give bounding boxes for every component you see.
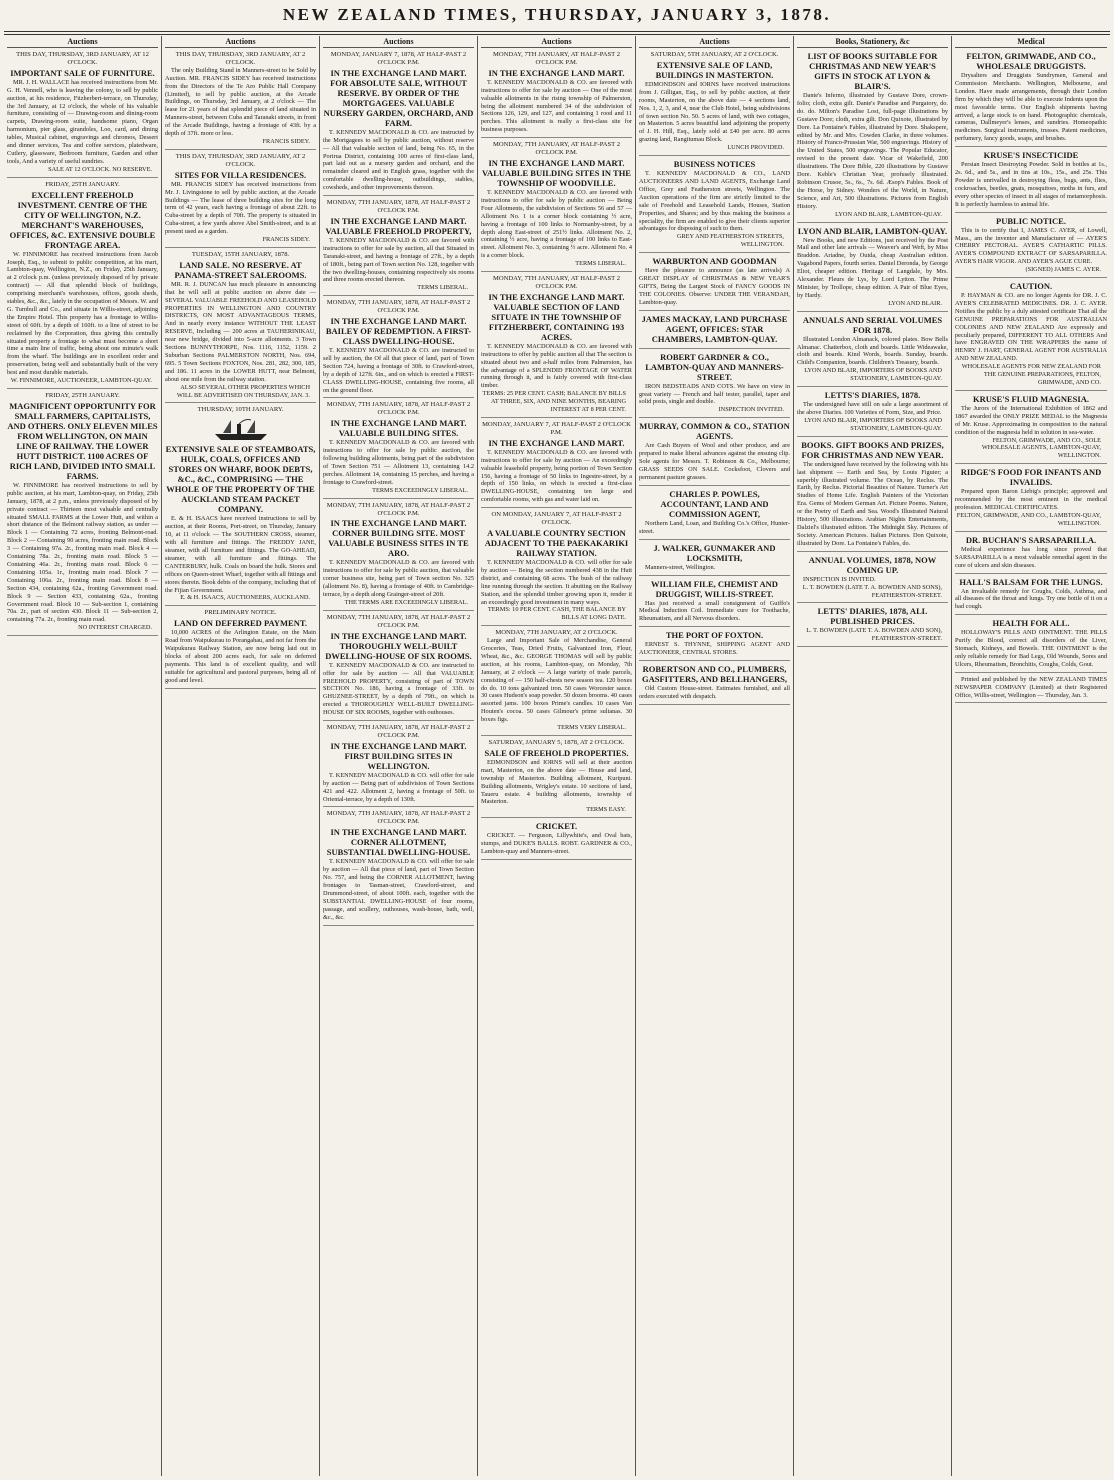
ad-title: IN THE EXCHANGE LAND MART. CORNER ALLOTMENT, SUBSTANTIAL DWELLING-HOUSE. (326, 827, 471, 858)
advertisement (7, 392, 158, 636)
advertisement (481, 275, 632, 418)
ad-body: T. KENNEDY MACDONALD & CO. are favored with instructions to offer for sale by auction — One of the most valuable allotments in the rising township of Palmerston, being the allotment numbered 34 of the subdivision of Sections 126, 129, and 127, and containing 1 rood and 11 perches. This allotment is really a first-class site for business purposes. (481, 78, 632, 134)
ad-signature: SALE AT 12 O'CLOCK. NO RESERVE. (48, 165, 152, 173)
ad-body: P. HAYMAN & CO. are no longer Agents for DR. J. C. AYER'S CELEBRATED MEDICINES. DR. J. C. AYER. Notifies the public by a duly attested certificate That all the GENUINE PREPARATIONS FOR AUSTRALIAN COLONIES AND NEW ZEALAND Are expressly and peculiarly prepared, DIFFERENT TO ALL OTHERS And have ENGRAVED ON THE WRAPPERS the name of HENRY J. HART, GENERAL AGENT FOR AUSTRALIA AND NEW ZEALAND. (955, 292, 1107, 363)
advertisement (955, 394, 1107, 464)
ad-body: T. KENNEDY MACDONALD & CO. will offer for sale by auction — All that piece of land, part of Town Section No. 757, and being the CORNER ALLOTMENT, having frontages to Tasman-street, Crawford-street, and Drummond-street, of about 100ft. each, together with the SUBSTANTIAL DWELLING-HOUSE of four rooms, passage, and scullery, outhouses, wash-house, bath, well, &c., &c. (323, 858, 474, 921)
column-3 (320, 36, 478, 1476)
ad-title: IN THE EXCHANGE LAND MART. (488, 437, 625, 448)
ad-title: BUSINESS NOTICES (673, 159, 756, 170)
ad-title: CAUTION. (1009, 281, 1053, 292)
advertisement (165, 51, 316, 150)
column-heading: Auctions (639, 36, 790, 48)
ad-dateline: SATURDAY, JANUARY 5, 1878, AT 2 O'CLOCK. (488, 739, 625, 746)
ad-body: An invaluable remedy for Coughs, Colds, Asthma, and all diseases of the throat and lungs. Try one bottle of it on a bad cough. (955, 587, 1107, 611)
ad-body: Large and Important Sale of Merchandise, General Groceries, Teas, Dried Fruits, Galvanized Iron, Flour, Wheat, &c., &c. GEORGE THOMAS will sell by public auction, at his rooms, Lambton-quay, on Monday, 7th January, at 2 o'clock — A large variety of trade parcels, consisting of — 150 half-chests new season tea. 120 boxes do do. 10 tons galvanized iron. 50 cases Worcester sauce. 30 cases Hudson's soap powder. 50 dozen brooms. 40 cases assorted jams. 100 boxes Prime's candles. 10 cases Van Houten's cocoa. 50 cases Gilmour's prime sultanas. 30 boxes figs. (481, 637, 632, 724)
ad-body: T. KENNEDY MACDONALD & CO. will offer for sale by auction — Being the section numbered 438 in the Hutt district, and containing 68 acres. The bush of the railway line running through the section. It abutting on the Railway Station, and the splendid timber growing upon it, render it an exceedingly good investment in many ways. (481, 558, 632, 606)
ad-dateline: MONDAY, JANUARY 7, 1878, AT HALF-PAST 2 O'CLOCK P.M. (330, 51, 467, 66)
advertisement (481, 511, 632, 626)
ad-signature: LYON AND BLAIR. (888, 299, 942, 307)
advertisement (7, 51, 158, 178)
ad-signature: LUNCH PROVIDED. (727, 144, 784, 152)
ad-title: FELTON, GRIMWADE, AND CO., WHOLESALE DRUGGISTS. (966, 51, 1096, 71)
advertisement (323, 724, 474, 807)
ad-body: Drysalters and Druggists Sundrymen, General and Commission Merchants. Wellington, Melbourne, and London. Have made arrangements, through their London firm by which they will be able to execute Indents upon the most favorable terms. Our English shipments having arrived, a large stock is on hand. Photographic chemicals, cameras, Dallmeyer's lenses, and sundries. Homeopathic medicines. Surgical instruments, trusses. Patent medicines, perfumery, fancy goods, soaps, and brushes. (955, 72, 1107, 143)
advertisement (797, 440, 948, 552)
ad-title: KRUSE'S FLUID MAGNESIA. (973, 393, 1089, 404)
advertisement (639, 630, 790, 661)
advertisement (955, 216, 1107, 278)
advertisement (323, 299, 474, 398)
advertisement (955, 51, 1107, 147)
ad-body: INSPECTION IS INVITED. (803, 575, 876, 583)
advertisement (481, 141, 632, 272)
advertisement (323, 502, 474, 611)
ad-signature: TERMS: 10 PER CENT. CASH, THE BALANCE BY BILLS AT LONG DATE. (487, 606, 626, 622)
ad-dateline: MONDAY, 7TH JANUARY, 1878, AT HALF-PAST 2 O'CLOCK P.M. (326, 724, 471, 739)
ad-dateline: MONDAY, JANUARY 7, AT HALF-PAST 2 O'CLOCK P.M. (482, 421, 631, 436)
ad-title: IN THE EXCHANGE LAND MART. (488, 67, 625, 78)
ad-dateline: SATURDAY, 5TH JANUARY, AT 2 O'CLOCK. (650, 51, 779, 58)
ad-body: MR. FRANCIS SIDEY has received instructions from Mr. J. Livingstone to sell by public auction, at the Arcade Buildings — The lease of three building sites for the long term of 42 years, each having a frontage of about 22ft. to Cuba-street by a depth of 70ft. The property is situated in Cuba-street, a few yards above Abel Smith-street, and is at present used as a garden. (165, 180, 316, 236)
ad-body: EDMONDSON and IORNS will sell at their auction mart, Masterton, on the above date — House and land, township of Masterton. Building allotment, Kuripuni. Building allotments, Wrigley's estate. 10 sections of land, Taueru estate. 4 building allotments, township of Masterton. (481, 758, 632, 806)
column-2 (162, 36, 320, 1476)
advertisement (955, 535, 1107, 574)
newspaper-masthead: NEW ZEALAND TIMES, THURSDAY, JANUARY 3, 1878. (282, 5, 832, 24)
ad-title: LETTS'S DIARIES, 1878. (824, 390, 921, 401)
ad-signature: FELTON, GRIMWADE, AND CO., LAMBTON-QUAY, WELLINGTON. (956, 511, 1101, 527)
ad-title: LIST OF BOOKS SUITABLE FOR CHRISTMAS AND NEW YEAR'S GIFTS IN STOCK AT LYON & BLAIR'S. (807, 51, 938, 91)
ad-title: CHARLES P. POWLES, ACCOUNTANT, LAND AND COMMISSION AGENT, (660, 488, 769, 519)
ad-signature: THE TERMS ARE EXCEEDINGLY LIBERAL. (344, 598, 468, 606)
ad-title: IN THE EXCHANGE LAND MART. VALUABLE BUILDING SITES IN THE TOWNSHIP OF WOODVILLE. (482, 157, 631, 188)
advertisement (639, 543, 790, 576)
masthead-rule (4, 31, 1110, 32)
ad-title: PUBLIC NOTICE. (996, 215, 1066, 226)
ad-body: W. FINNIMORE has received instructions to sell by public auction, at his mart, Lambton-quay, on Friday, 25th January, 1878, at 2 p.m., unless previously disposed of by private contract — Thirteen most valuable and centrally situated SMALL FARMS at the Lower Hutt, and within a short distance of the Belmont railway station, as under — Block 1 — Containing 72 acres, fronting Belmont-road. Block 2 — Containing 90 acres, fronting main road. Block 3 — Containing 97a. 2r., fronting main road. Block 4 — Containing 78a. 2r., fronting main road. Block 5 — Containing 46a. 2r., fronting main road. Block 6 — Containing 105a. 1r., fronting main road. Block 7 — Containing 106a. 2r., fronting main road. Block 8 — Section 434, containing 62a., fronting Government road. Block 9 — Section 433, containing 62a., fronting Government road. Block 10 — Sub-section 1, containing 70a. 2r., part of section 430. Block 11 — Sub-section 2, containing 77a. 2r., fronting main road. (7, 481, 158, 624)
ad-signature: FRANCIS SIDEY. (262, 137, 310, 145)
ad-body: IRON BEDSTEADS AND COTS. We have on view in great variety — French and half tester, parallel, taper and solid posts, single and double. (639, 382, 790, 406)
ad-signature: W. FINNIMORE, AUCTIONEER, LAMBTON-QUAY. (10, 377, 152, 385)
advertisement (955, 150, 1107, 212)
ad-body: T. KENNEDY MACDONALD & CO. are favored with instructions to offer for sale by auction — An exceedingly valuable leasehold property, being portion of Town Section 156, having a frontage of 50 links to Ingestre-street, by a depth of 150 links, on which is erected a first-class DWELLING-HOUSE, containing ten large and comfortable rooms, with gas and water laid on. (481, 448, 632, 504)
advertisement (639, 256, 790, 311)
ad-body: Illustrated London Almanack, colored plates. Bow Bells Almanac. Chatterbox, cloth and boards. Little Wideawake, cloth and boards. Kind Words, boards. Sunday, boards. Child's Companion, boards. Children's Treasury, boards. (797, 335, 948, 367)
ad-body: ERNEST S. THYNNE, SHIPPING AGENT AND AUCTIONEER, CENTRAL STORES. (639, 641, 790, 657)
ad-body: Printed and published by the NEW ZEALAND TIMES NEWSPAPER COMPANY (Limited) at their Registered Office, Willis-street, Wellington — Thursday, Jan. 3. (955, 675, 1107, 699)
ad-title: IN THE EXCHANGE LAND MART. BAILEY OF REDEMPTION. A FIRST-CLASS DWELLING-HOUSE. (325, 316, 472, 347)
ad-title: ANNUAL VOLUMES, 1878, NOW COMING UP. (808, 554, 937, 575)
ad-body: Manners-street, Wellington. (645, 563, 716, 571)
column-container (4, 36, 1110, 1476)
ad-signature: LYON AND BLAIR, IMPORTERS OF BOOKS AND STATIONERY, LAMBTON-QUAY. (804, 416, 942, 432)
advertisement (639, 579, 790, 628)
ad-signature: TERMS EXCEEDINGLY LIBERAL. (372, 486, 468, 494)
ad-signature: TERMS LIBERAL. (575, 260, 626, 268)
ad-title: IN THE EXCHANGE LAND MART. FOR ABSOLUTE SALE, WITHOUT RESERVE. BY ORDER OF THE MORTGAGEES. VALUABLE NURSERY GARDEN, ORCHARD, AND FARM. (323, 67, 474, 128)
ad-dateline: FRIDAY, 25TH JANUARY. (45, 392, 120, 399)
column-6 (794, 36, 952, 1476)
ad-title: ROBERTSON AND CO., PLUMBERS, GASFITTERS, AND BELLHANGERS, (641, 664, 787, 685)
ad-title: WARBURTON AND GOODMAN (652, 256, 777, 267)
ad-dateline: THIS DAY, THURSDAY, 3RD JANUARY, AT 2 O'CLOCK. (175, 152, 306, 168)
column-4 (478, 36, 636, 1476)
steamship-icon (211, 416, 271, 442)
advertisement (797, 226, 948, 312)
ad-body: Old Custom House-street. Estimates furnished, and all orders executed with despatch. (639, 685, 790, 700)
ad-dateline: MONDAY, 7TH JANUARY, 1878, AT HALF-PAST 2 O'CLOCK P.M. (326, 613, 471, 629)
ad-title: EXCELLENT FREEHOLD INVESTMENT. CENTRE OF THE CITY OF WELLINGTON, N.Z. MERCHANT'S WAREHOUSES, OFFICES, &C. EXTENSIVE DOUBLE FRONTAGE AREA. (9, 189, 156, 250)
advertisement (323, 614, 474, 721)
ad-body: CRICKET. — Ferguson, Lillywhite's, and Oval bats, stumps, and DUKE'S BALLS. ROBT. GARDNER & CO., Lambton-quay and Manners-street. (481, 832, 632, 856)
masthead-rule-double (4, 34, 1110, 35)
ad-body: 10,000 ACRES of the Arlington Estate, on the Main Road from Waipukurau to Porangahau, and not far from the Waipukurau Railway Station, are now being laid out in blocks of about 200 acres each, for sale on deferred payments. This land is of excellent quality, and will suitable for agricultural and pastoral purposes, being all of good and level. (165, 629, 316, 684)
ad-title: HALL'S BALSAM FOR THE LUNGS. (959, 576, 1103, 587)
column-1 (4, 36, 162, 1476)
ad-dateline: THIS DAY, THURSDAY, 3RD JANUARY, AT 12 O'CLOCK. (16, 51, 149, 66)
ad-signature: LYON AND BLAIR, LAMBTON-QUAY. (835, 210, 942, 218)
ad-dateline: MONDAY, 7TH JANUARY, AT HALF-PAST 2 O'CLOCK P.M. (492, 275, 621, 290)
advertisement (323, 810, 474, 925)
ad-title: SALE OF FREEHOLD PROPERTIES. (484, 747, 629, 758)
advertisement (165, 153, 316, 248)
advertisement (481, 739, 632, 818)
column-heading: Auctions (323, 36, 474, 48)
advertisement (165, 609, 316, 688)
ad-dateline: THURSDAY, 10TH JANUARY. (197, 406, 284, 414)
ad-body: W. FINNIMORE has received instructions from Jacob Joseph, Esq., to submit to public competition, at his mart, Lambton-quay, Wellington, N.Z., on Friday, 25th January, at 2 o'clock p.m. (unless previously disposed of by private contract) — All that splendid block of buildings, comprising merchant's warehouses, offices, goods sheds, stables, &c., &c., lately in the occupation of Messrs. W. and G. Turnbull and Co., and situate in Willis-street, adjoining the Empire Hotel. This property has a frontage to Willis-street of 60ft. by a depth of 160ft. to a line of street to be reclaimed by the Corporation, thus giving this centrally situated property a frontage to what must become a short time a main line of traffic, being about one minute's walk from the wharf. The buildings are in excellent order and preservation, being well and substantially built of the very best and most durable materials. (7, 250, 158, 377)
ad-dateline: MONDAY, 7TH JANUARY, 1878, AT HALF-PAST 2 O'CLOCK P.M. (326, 401, 471, 417)
ad-title: MAGNIFICENT OPPORTUNITY FOR SMALL FARMERS, CAPITALISTS, AND OTHERS. ONLY ELEVEN MILES FROM WELLINGTON, ON MAIN LINE OF RAILWAY. THE LOWER HUTT DISTRICT. 1100 ACRES OF RICH LAND, DIVIDED INTO SMALL FARMS. (7, 400, 158, 481)
ad-body: Medical experience has long since proved that SARSAPARILLA is a most valuable remedial agent in the cure of ulcers and skin diseases. (955, 545, 1107, 569)
advertisement (955, 281, 1107, 391)
ad-title: CRICKET. (535, 821, 578, 832)
ad-title: LAND SALE. NO RESERVE. AT PANAMA-STREET SALEROOMS. (174, 259, 307, 280)
advertisement (639, 421, 790, 486)
ad-title: LYON AND BLAIR, LAMBTON-QUAY. (797, 225, 948, 236)
ad-signature: FRANCIS SIDEY. (262, 236, 310, 244)
advertisement (481, 629, 632, 736)
advertisement (481, 821, 632, 860)
ad-dateline: THIS DAY, THURSDAY, 3RD JANUARY, AT 2 O'CLOCK. (175, 51, 306, 66)
ad-body: The only Building Stand in Manners-street to be Sold by Auction. MR. FRANCIS SIDEY has received instructions from the Directors of the Te Aro Public Hall Company (Limited), to sell by public auction, at the Arcade Buildings, on Thursday, 3rd January, at 2 o'clock — The lease for 21 years of that splendid piece of land situated in Manners-street, between Cuba and Taranaki streets, in front of the Arcade Buildings, having a frontage of 43ft. by a depth of 37ft. more or less. (165, 66, 316, 138)
advertisement (955, 467, 1107, 532)
ad-dateline: MONDAY, 7TH JANUARY, AT HALF-PAST 2 O'CLOCK P.M. (492, 141, 621, 157)
ad-body: New Books, and new Editions, just received by the Post Mail and other late arrivals — Weaver's and Weft, by Miss Braddon. Ariadne, by Ouida, cheap Australian edition. Vagabond Papers, fourth series. Daniel Deronda, by George Eliot, cheaper edition. Heritage of Langdale, by Mrs. Alexander. Fleurs de Lys, by Lord Lytton. The Prime Minister, by Trollope, cheap edition. A Pair of Blue Eyes, by Hardy. (797, 236, 948, 299)
ad-title: WILLIAM FILE, CHEMIST AND DRUGGIST, WILLIS-STREET. (651, 578, 778, 599)
ad-body: Has just received a small consignment of Guiffo's Medical Induction Coil. Immediate cure for Toothache, Rheumatism, and all Nervous disorders. (639, 599, 790, 623)
column-heading: Books, Stationery, &c (797, 36, 948, 48)
column-heading: Auctions (481, 36, 632, 48)
advertisement (955, 618, 1107, 673)
column-heading: Medical (955, 36, 1107, 48)
ad-dateline: PRELIMINARY NOTICE. (204, 609, 277, 617)
ad-signature: TERMS: 25 PER CENT. CASH; BALANCE BY BILLS AT THREE, SIX, AND NINE MONTHS, BEARING INTEREST AT 8 PER CENT. (482, 390, 626, 414)
ad-body: T. KENNEDY MACDONALD & CO. are favored with instructions to offer for sale by public auction, that valuable corner business site, being part of Town section No. 325 (allotment No. 8), having a frontage of 40ft. to Cambridge-terrace, by a depth along Grainger-street of 20ft. (323, 559, 474, 599)
ad-title: ANNUALS AND SERIAL VOLUMES FOR 1878. (802, 314, 943, 335)
advertisement (639, 159, 790, 253)
ad-title: BOOKS. GIFT BOOKS AND PRIZES, FOR CHRISTMAS AND NEW YEAR. (801, 439, 944, 460)
ad-dateline: MONDAY, 7TH JANUARY, 1878, AT HALF-PAST 2 O'CLOCK P.M. (326, 810, 471, 826)
ad-body: T. KENNEDY MACDONALD & CO. are instructed by the Mortgagees to sell by public auction, without reserve — All that valuable section of land, being No. 65, in the Porirua District, containing 100 acres of first-class land, part laid out as a nursery garden and orchard, and the remainder cleared and in English grass, together with the comfortable dwelling-house, outbuildings, stables, cowsheds, and other improvements thereon. (323, 128, 474, 192)
ad-title: HEALTH FOR ALL. (992, 618, 1070, 629)
advertisement (323, 401, 474, 498)
ad-title: RIDGE'S FOOD FOR INFANTS AND INVALIDS. (960, 467, 1102, 488)
ad-dateline: TUESDAY, 15TH JANUARY, 1878. (191, 250, 290, 258)
advertisement (955, 577, 1107, 616)
ad-signature: NO INTEREST CHARGED. (78, 624, 152, 632)
column-5 (636, 36, 794, 1476)
ad-body: T. KENNEDY MACDONALD & CO. are instructed to sell by auction, the Of all that piece of land, part of Town Section 724, having a frontage of 30ft. to Crawford-street, by a depth of 127ft. 6in., and on which is erected a FIRST-CLASS DWELLING-HOUSE, containing five rooms, all on the ground floor. (323, 347, 474, 394)
ad-title: IN THE EXCHANGE LAND MART. VALUABLE FREEHOLD PROPERTY, (325, 215, 472, 236)
ad-body: The undersigned have still on sale a large assortment of the above Diaries. 100 Varieties of Form, Size, and Price. (797, 401, 948, 416)
ad-body: E. & H. ISAACS have received instructions to sell by auction, at their Rooms, Port-street, on Thursday, January 10, at 11 o'clock — The SOUTHERN CROSS, steamer, with all furniture and fittings. The FREDDY JANE, steamer, with all furniture and fittings. The GO-AHEAD, steamer, with all furniture and fittings. The CANTERBURY, hulk. Coals on board the hulk. Stores and offices on Queen-street Wharf, together with all fittings and stores therein. Book debts of the company, including that of the Fijian Government. (165, 515, 316, 594)
advertisement (955, 676, 1107, 704)
ad-body: HOLLOWAY'S PILLS AND OINTMENT. THE PILLS Purify the Blood, correct all disorders of the Liver, Stomach, Kidneys, and Bowels. THE OINTMENT is the only reliable remedy for Bad Legs, Old Wounds, Sores and Ulcers, Rheumatism, Bronchitis, Coughs, Colds, Gout. (955, 629, 1107, 668)
ad-body: T. KENNEDY MACDONALD & CO. are favored with instructions to offer for sale by auction, all that Situated in Taranaki-street, and having a frontage of 27ft., by a depth of 180ft., being part of Town section No. 128, together with the two dwelling-houses, containing respectively six rooms and three rooms erected thereon. (323, 236, 474, 284)
ad-signature: GREY AND FEATHERSTON STREETS, WELLINGTON. (676, 233, 784, 249)
ad-body: T. KENNEDY MACDONALD & CO. are instructed to offer for sale by auction — All that VALUABLE FREEHOLD PROPERTY, consisting of part of TOWN SECTION No. 186, having a frontage of 33ft. to GHUZNEE-STREET, by a depth of 79ft., on which is erected a THOROUGHLY WELL-BUILT DWELLING-HOUSE OF SIX ROOMS, together with outhouses. (323, 661, 474, 717)
column-heading: Auctions (165, 36, 316, 48)
advertisement (639, 489, 790, 540)
ad-body: This is to certify that I, JAMES C. AYER, of Lowell, Mass., am the inventor and Manufacturer of — AYER'S CHERRY PECTORAL. AYER'S CATHARTIC PILLS. AYER'S COMPOUND EXTRACT OF SARSAPARILLA. AYER'S HAIR VIGOR. AND AYER'S AGUE CURE. (955, 226, 1107, 266)
ad-title: SITES FOR VILLA RESIDENCES. (174, 169, 307, 180)
ad-title: A VALUABLE COUNTRY SECTION ADJACENT TO THE PAEKAKARIKI RAILWAY STATION. (484, 527, 629, 558)
ad-signature: LYON AND BLAIR, IMPORTERS OF BOOKS AND STATIONERY, LAMBTON-QUAY. (804, 367, 942, 383)
ad-body: MR. J. H. WALLACE has received instructions from Mr. G. H. Vennell, who is leaving the colony, to sell by public auction, at his residence, Fitzherbert-terrace, on Thursday, the 3rd January, at 12 o'clock, the whole of his valuable furniture, consisting of — Drawing-room and dining-room carpets, Drawing-room suite, handsome piano, Organ harmonium, pier glass, girandoles, Loo, card, and dining tables, Musical cabinet, engravings and chromos, Dessert and dinner services, Tea and coffee services, platedware, Cutlery, glassware, Bedroom furniture, Garden and other tools, And a variety of useful sundries. (7, 78, 158, 165)
ad-body: T. KENNEDY MACDONALD & CO., LAND AUCTIONEERS AND LAND AGENTS, Exchange Land Office, Grey and Featherston streets, Wellington. The Auction operations of the firm are strictly limited to the sale of Freehold and Leasehold Lands, Houses, Station Properties, and Shares; and by thus making the business a speciality, the firm are enabled to give their clients superior advantages for disposing of such to them. (639, 170, 790, 233)
advertisement (797, 315, 948, 387)
ad-body: Persian Insect Destroying Powder. Sold in bottles at 1s., 2s. 6d., and 5s., and in tins at 10s., 15s., and 25s. This Powder is unrivalled in destroying fleas, bugs, ants, flies, cockroaches, beetles, gnats, mosquitoes, moths in furs, and every other species of insect in all stages of metamorphosis. It is perfectly harmless to animal life. (955, 161, 1107, 208)
ad-body: T. KENNEDY MACDONALD & CO. are favored with instructions to offer for sale by public auction, the following building allotments, being part of the subdivision of Town Section 751 — Allotment 13, containing 14.2 perches. Allotment 14, containing 15 perches, and having a frontage to Crawford-street. (323, 439, 474, 486)
ad-dateline: MONDAY, 7TH JANUARY, 1878, AT HALF-PAST 2 O'CLOCK P.M. (326, 299, 471, 315)
ad-title: J. WALKER, GUNMAKER AND LOCKSMITH, (653, 542, 776, 563)
ad-title: LETTS' DIARIES, 1878, ALL PUBLISHED PRICES. (817, 606, 928, 627)
ad-body: T. KENNEDY MACDONALD & CO. are favored with instructions to offer by public auction all that The section is situated about two and a-half miles from Palmerston, has the advantage of a SPLENDID FRONTAGE OF WATER running through it, and is fairly covered with first-class timber. (481, 342, 632, 390)
advertisement (639, 314, 790, 349)
advertisement (165, 406, 316, 606)
ad-title: IN THE EXCHANGE LAND MART. THOROUGHLY WELL-BUILT DWELLING-HOUSE OF SIX ROOMS. (325, 630, 472, 661)
ad-dateline: MONDAY, 7TH JANUARY, 1878, AT HALF-PAST 2 O'CLOCK P.M. (326, 501, 471, 517)
ad-signature: TERMS VERY LIBERAL. (557, 724, 626, 732)
ad-body: Are Cash Buyers of Wool and other produce, and are prepared to make liberal advances against the ensuing clip. Sole agents for Messrs. T. Robinson & Co., Melbourne; GRASS SEEDS ON SALE. Cocksfoot, Clovers and permanent pasture grasses. (639, 442, 790, 481)
ad-title: MURRAY, COMMON & CO., STATION AGENTS. (639, 421, 790, 442)
ad-title: ROBERT GARDNER & CO., LAMBTON-QUAY AND MANNERS-STREET. (645, 351, 784, 382)
ad-title: IN THE EXCHANGE LAND MART. VALUABLE BUILDING SITES. (330, 418, 467, 439)
ad-title: THE PORT OF FOXTON. (665, 630, 764, 641)
ad-title: IN THE EXCHANGE LAND MART. VALUABLE SECTION OF LAND SITUATE IN THE TOWNSHIP OF FITZHERBERT, CONTAINING 193 ACRES. (488, 291, 625, 342)
ad-dateline: MONDAY, 7TH JANUARY, AT 2 O'CLOCK. (495, 629, 618, 637)
advertisement (797, 606, 948, 647)
advertisement (639, 352, 790, 419)
ad-title: IN THE EXCHANGE LAND MART. CORNER BUILDING SITE. MOST VALUABLE BUSINESS SITES IN TE ARO. (328, 518, 469, 559)
advertisement (323, 199, 474, 296)
advertisement (797, 555, 948, 604)
ad-title: IMPORTANT SALE OF FURNITURE. (10, 67, 155, 78)
ad-body: The Jurors of the International Exhibition of 1862 and 1867 awarded the ONLY PRIZE MEDAL to the Magnesia of Mr. Kruse. Approximating in composition to the natural condition of the magnesia held in solution in sea-water. (955, 404, 1107, 436)
ad-signature: WHOLESALE AGENTS FOR NEW ZEALAND FOR THE GENUINE PREPARATIONS, FELTON, GRIMWADE, AND CO. (961, 363, 1101, 386)
ad-title: EXTENSIVE SALE OF LAND, BUILDINGS IN MASTERTON. (655, 59, 774, 80)
ad-title: JAMES MACKAY, LAND PURCHASE AGENT, OFFICES: STAR CHAMBERS, LAMBTON-QUAY. (641, 313, 788, 344)
ad-body: T. KENNEDY MACDONALD & CO. will offer for sale by auction — Being part of subdivision of Town Sections 421 and 422. Allotment 2, having a frontage of 50ft. to Oriental-terrace, by a depth of 130ft. (323, 771, 474, 803)
advertisement (797, 390, 948, 437)
ad-body: Prepared upon Baron Liebig's principle; approved and recommended by the most eminent in the medical profession. MEDICAL CERTIFICATES. (955, 488, 1107, 512)
advertisement (165, 251, 316, 404)
advertisement (639, 664, 790, 705)
column-heading: Auctions (7, 36, 158, 48)
ad-signature: E. & H. ISAACS, AUCTIONEERS, AUCKLAND. (180, 594, 310, 602)
ad-signature: INSPECTION INVITED. (718, 406, 784, 414)
ad-title: DR. BUCHAN'S SARSAPARILLA. (965, 534, 1097, 545)
ad-signature: (SIGNED) JAMES C. AYER. (1025, 266, 1101, 274)
ad-dateline: ON MONDAY, JANUARY 7, AT HALF-PAST 2 O'CLOCK. (491, 511, 622, 527)
ad-body: MR. R. J. DUNCAN has much pleasure in announcing that he will sell at public auction on above date — SEVERAL VALUABLE FREEHOLD AND LEASEHOLD PROPERTIES IN WELLINGTON AND COUNTRY DISTRICTS, ON MOST ADVANTAGEOUS TERMS, And in nearly every instance WITHOUT THE LEAST RESERVE, Including — 200 acres at TAUHERINIKAU, near new bridge, divided into 5-acre allotments. 3 Town Sections BUNNYTHORPE, Nos. 1116, 1152, 1159. 2 Suburban Sections PALMERSTON NORTH, Nos. 694, 695. 5 Town Sections FOXTON, Nos. 281, 282, 300, 185, and 186. 11 acres in the LOWER HUTT, near Belmont, about one mile from the railway station. (165, 280, 316, 383)
ad-body: Northern Land, Loan, and Building Co.'s Office, Hunter-street. (639, 519, 790, 535)
ad-title: LAND ON DEFERRED PAYMENT. (173, 618, 308, 629)
advertisement (481, 51, 632, 138)
ad-dateline: FRIDAY, 25TH JANUARY. (45, 180, 120, 188)
ad-body: Have the pleasure to announce (as late arrivals) A GREAT DISPLAY of CHRISTMAS & NEW YEAR'S GIFTS, Being the Largest Stock of FANCY GOODS IN THE COLONIES. Observe: UNDER THE VERANDAH, Lambton-quay. (639, 267, 790, 306)
ad-signature: FELTON, GRIMWADE, AND CO., SOLE WHOLESALE AGENTS, LAMBTON-QUAY, WELLINGTON. (981, 436, 1101, 460)
advertisement (797, 51, 948, 223)
ad-body: The undersigned have received by the following with his last shipment — Earth and Sea, by Louis Figuier; a superbly illustrated volume. The Ocean, by Reclus. The Earth, by Reclus. Pictorial Beauties of Nature. Turner's Art Studies of Home Life. English Painters of the Victorian Era. Gems of Modern German Art. Picture Poems. Nature, or the Poetry of Earth and Sea. Wood's Illustrated Natural History, 500 illustrations. Arabian Nights Entertainments, Dalziel's illustrated edition. The Midnight Sky. Pictures of Society. American Pictures. Italian Pictures. Don Quixote, illustrated by Dore. La Fontaine's Fables, do. (797, 460, 948, 547)
ad-body: EDMONDSON and IORNS have received instructions from J. Gilligan, Esq., to sell by public auction, at their rooms, Masterton, on the above date — 4 sections land, Nos. 1, 2, 3, and 4, near the Club Hotel, being subdivisions of town section No. 50. 5 acres of land, with two cottages, on Masterton. 5 acres beautiful land adjoining the property of J. H. Hill, Esq., lately sold at £40 per acre. 80 acres grazing land, Rangitumau Block. (639, 80, 790, 144)
advertisement (323, 51, 474, 196)
ad-dateline: MONDAY, 7TH JANUARY, AT HALF-PAST 2 O'CLOCK P.M. (492, 51, 621, 66)
ad-signature: ALSO SEVERAL OTHER PROPERTIES WHICH WILL BE ADVERTISED ON THURSDAY, JAN. 3. (176, 383, 310, 399)
ad-body: T. KENNEDY MACDONALD & CO. are favored with instructions to offer for sale by public auction — Being Four Allotments, the subdivision of Sections 56 and 57 — Allotment No. 1 is a corner block containing ½ acre, having a frontage of 100 links to Normanby-street, by a depth along East-street of 251½ links. Allotment No. 2, containing ½ acre, having a frontage of 100 links to East-street. Allotment No. 3, containing ½ acre. Allotment No. 4 is a corner block. (481, 188, 632, 260)
column-7 (952, 36, 1110, 1476)
ad-title: IN THE EXCHANGE LAND MART. FIRST BUILDING SITES IN WELLINGTON. (330, 740, 467, 771)
ad-title: KRUSE'S INSECTICIDE (983, 150, 1079, 161)
ad-dateline: MONDAY, 7TH JANUARY, 1878, AT HALF-PAST 2 O'CLOCK P.M. (326, 199, 471, 214)
advertisement (639, 51, 790, 156)
ad-body: Dante's Inferno, illustrated by Gustave Dore, crown-folio; cloth, extra gilt. Dante's Paradise and Purgatory, do. do. do. Milton's Paradise Lost, full-page illustrations by Gustave Dore; cloth, extra gilt. Don Quixote, illustrated by Dore. La Fontaine's Fables, illustrated by Dore. Shakspere, edited by Mr. and Mrs. Cowden Clarke, in three volumes. History of Franco-Prussian War, 500 engravings. History of the United States, 500 engravings. The Popular Educator, revised to the present date. Vicar of Wakefield, 200 illustrations. The Dore Bible, 220 illustrations by Gustave Dore. Keble's Christian Year, profusely illustrated. Robinson Crusoe, 5s., 6s., 7s. 6d. Æsop's Fables. Book of the Horse, by Sidney. Wonders of the World, in Nature, Science, and Art, 500 illustrations. Pictures from English History. (797, 92, 948, 210)
ad-signature: TERMS LIBERAL. (417, 284, 468, 292)
ad-signature: L. T. BOWDEN (LATE T. A. BOWDEN AND SON), FEATHERSTON-STREET. (806, 627, 942, 643)
ad-signature: TERMS EASY. (586, 806, 626, 814)
advertisement (481, 421, 632, 508)
advertisement (7, 181, 158, 389)
ad-signature: L. T. BOWDEN (LATE T. A. BOWDEN AND SONS), FEATHERSTON-STREET. (802, 583, 942, 599)
ad-title: EXTENSIVE SALE OF STEAMBOATS, HULK, COALS, OFFICES AND STORES ON WHARF, BOOK DEBTS, &C., &C., COMPRISING — THE WHOLE OF THE PROPERTY OF THE AUCKLAND STEAM PACKET COMPANY. (165, 444, 316, 515)
